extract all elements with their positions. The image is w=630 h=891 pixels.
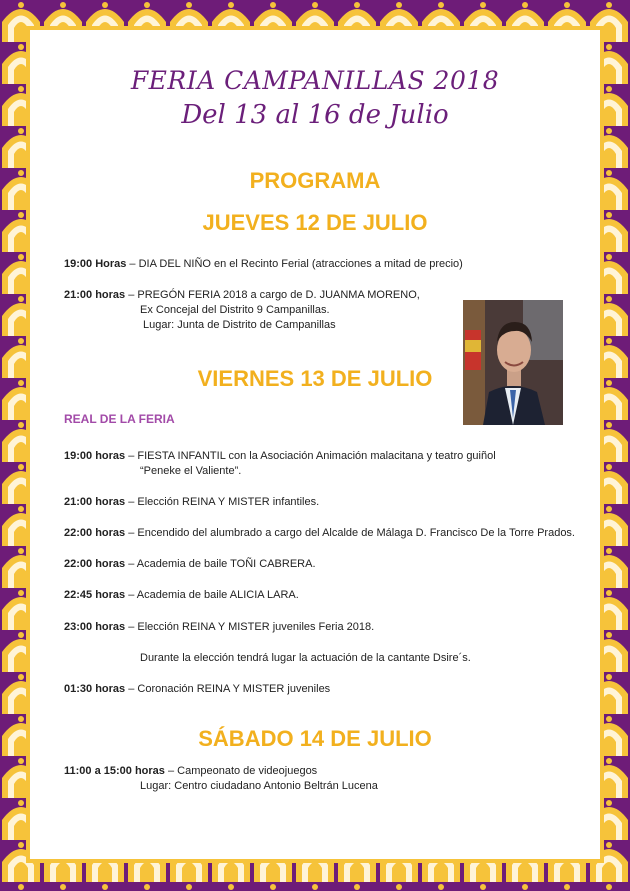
event-text: Encendido del alumbrado a cargo del Alcalde de Málaga D. Francisco De la Torre Prados.: [137, 527, 575, 539]
event-text: Campeonato de videojuegos: [177, 765, 318, 777]
event-line: [64, 683, 330, 695]
poster-title: FERIA CAMPANILLAS 2018: [130, 66, 500, 95]
event-line: [64, 621, 374, 633]
day-heading: SÁBADO 14 DE JULIO: [198, 726, 432, 751]
event-time: 19:00 horas: [64, 450, 126, 462]
event-sep: –: [125, 289, 138, 301]
event-sep: –: [126, 258, 139, 270]
event-extra: Ex Concejal del Distrito 9 Campanillas.: [140, 304, 330, 316]
event-sep: –: [125, 589, 137, 601]
event-text: DIA DEL NIÑO en el Recinto Ferial (atracciones a mitad de precio): [138, 258, 463, 270]
event-line: [64, 589, 299, 601]
event-line: [64, 450, 496, 462]
event-time: 11:00 a 15:00 horas: [64, 765, 165, 777]
event-text: Academia de baile TOÑI CABRERA.: [136, 558, 316, 570]
event-time: 22:00 horas: [64, 558, 126, 570]
event-time: 01:30 horas: [64, 683, 126, 695]
event-line: [64, 258, 463, 270]
event-sep: –: [125, 450, 138, 462]
day-heading: VIERNES 13 DE JULIO: [197, 366, 433, 391]
event-line: [64, 496, 319, 508]
event-text: Elección REINA Y MISTER juveniles Feria 2018.: [137, 621, 375, 633]
poster-dates: Del 13 al 16 de Julio: [181, 100, 449, 130]
event-extra: “Peneke el Valiente”.: [140, 465, 242, 477]
portrait-photo: [463, 300, 563, 425]
section-subheading: REAL DE LA FERIA: [64, 412, 175, 426]
event-sep: –: [164, 765, 178, 777]
event-extra: Lugar: Junta de Distrito de Campanillas: [143, 319, 336, 331]
event-line: [64, 527, 575, 539]
event-time: 23:00 horas: [64, 621, 126, 633]
event-sep: –: [125, 496, 138, 508]
event-note: Durante la elección tendrá lugar la actuación de la cantante Dsire´s.: [140, 652, 471, 664]
event-line: [64, 289, 420, 301]
event-time: 22:45 horas: [64, 589, 126, 601]
event-time: 21:00 horas: [64, 496, 126, 508]
event-time: 21:00 horas: [64, 289, 126, 301]
event-sep: –: [125, 527, 138, 539]
event-sep: –: [125, 683, 138, 695]
day-heading: JUEVES 12 DE JULIO: [202, 210, 428, 235]
event-text: FIESTA INFANTIL con la Asociación Animación malacitana y teatro guiñol: [137, 450, 496, 462]
event-sep: –: [125, 621, 138, 633]
event-text: PREGÓN FERIA 2018 a cargo de D. JUANMA MORENO,: [137, 289, 420, 301]
event-text: Academia de baile ALICIA LARA.: [136, 589, 299, 601]
event-sep: –: [125, 558, 137, 570]
event-time: 19:00 Horas: [64, 258, 127, 270]
event-line: [64, 558, 316, 570]
programa-heading: PROGRAMA: [249, 168, 381, 193]
event-line: [64, 765, 317, 777]
event-extra: Lugar: Centro ciudadano Antonio Beltrán Lucena: [140, 780, 378, 792]
event-text: Elección REINA Y MISTER infantiles.: [137, 496, 320, 508]
event-time: 22:00 horas: [64, 527, 126, 539]
event-text: Coronación REINA Y MISTER juveniles: [137, 683, 331, 695]
